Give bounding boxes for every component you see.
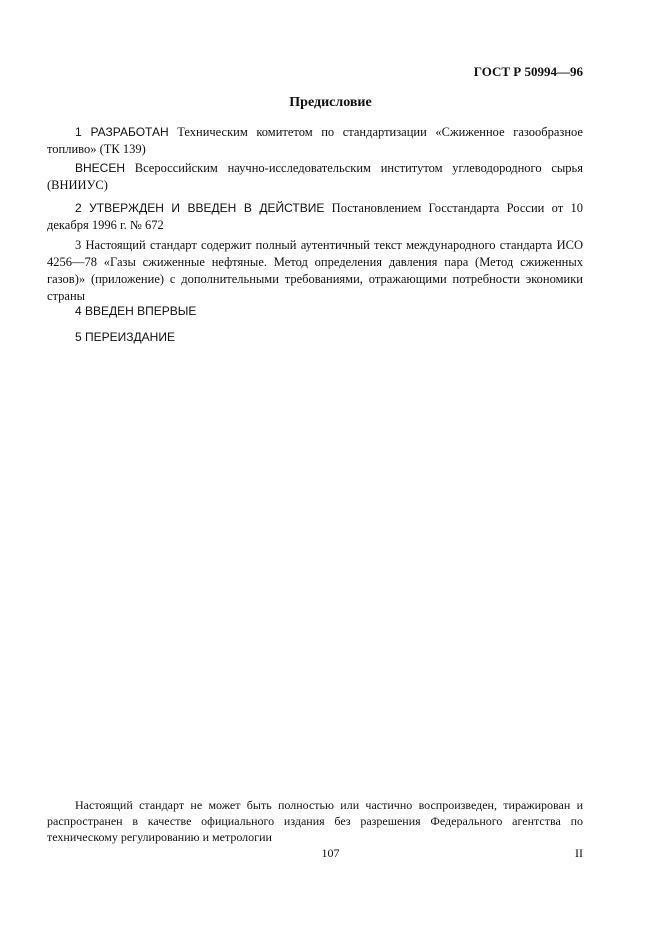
- foreword-item-content: [47, 237, 583, 305]
- page-number: 107: [321, 846, 340, 860]
- foreword-item-approved: [47, 200, 583, 234]
- item-lead: ВНЕСЕН: [75, 161, 126, 175]
- item-text: Постановлением Госстандарта России от 10 декабря 1996 г. № 672: [47, 201, 583, 232]
- item-text: Всероссийским научно-исследовательским институтом углеводородного сырья (ВНИИУС): [47, 161, 583, 192]
- standard-number: ГОСТ Р 50994—96: [473, 64, 583, 79]
- foreword-item-first-introduced: [47, 303, 583, 320]
- foreword-item-developed: [47, 124, 583, 158]
- page-title: Предисловие: [289, 95, 372, 110]
- item-lead: 1 РАЗРАБОТАН: [75, 125, 169, 139]
- item-lead: 4 ВВЕДЕН ВПЕРВЫЕ: [75, 304, 197, 318]
- item-text: 3 Настоящий стандарт содержит полный аутентичный текст международного стандарта ИСО 4256—78 «Газы сжиженные нефтяные. Метод определения давления пара (Метод сжиженных газов)» (приложение) с дополнительными требованиями, отражающими потребности экономики страны: [47, 238, 583, 303]
- item-text: Техническим комитетом по стандартизации «Сжиженное газообразное топливо» (ТК 139): [47, 125, 583, 156]
- foreword-item-introduced: [47, 160, 583, 194]
- page-roman-numeral: II: [575, 846, 583, 860]
- copyright-note: Настоящий стандарт не может быть полностью или частично воспроизведен, тиражирован и распространен в качестве официального издания без разрешения Федерального агентства по техническому регулированию и метрологии: [47, 798, 583, 844]
- item-lead: 2 УТВЕРЖДЕН И ВВЕДЕН В ДЕЙСТВИЕ: [75, 201, 325, 215]
- foreword-item-reissue: [47, 329, 583, 346]
- item-lead: 5 ПЕРЕИЗДАНИЕ: [75, 330, 175, 344]
